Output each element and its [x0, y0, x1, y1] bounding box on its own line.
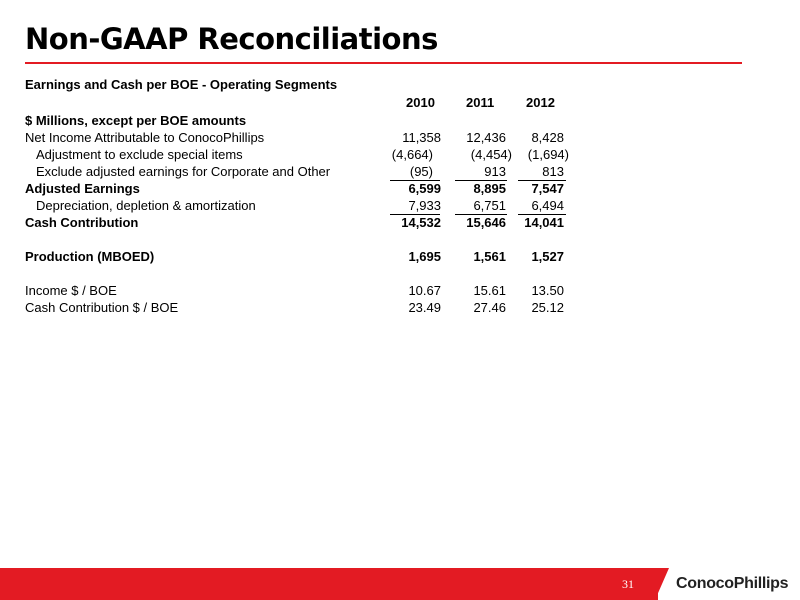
row-label: Exclude adjusted earnings for Corporate and Other — [36, 164, 331, 179]
table-row — [0, 181, 800, 198]
cell-2012: 813 — [542, 164, 564, 179]
table-row — [0, 164, 800, 181]
cell-2012: 6,494 — [531, 198, 564, 213]
footer-red-band — [0, 568, 658, 600]
table-row — [0, 249, 800, 266]
table-row — [0, 300, 800, 317]
table-row — [0, 130, 800, 147]
year-header: 2012 — [526, 95, 555, 110]
cell-2012: (1,694) — [527, 147, 569, 162]
company-logo: ConocoPhillips — [676, 575, 789, 592]
cell-2011: 1,561 — [473, 249, 506, 264]
row-label: Income $ / BOE — [25, 283, 117, 298]
cell-2010: (95) — [409, 164, 433, 179]
units-label: $ Millions, except per BOE amounts — [25, 113, 247, 128]
row-label: Net Income Attributable to ConocoPhillips — [25, 130, 265, 145]
cell-2010: 11,358 — [402, 130, 441, 145]
cell-2010: 7,933 — [408, 198, 441, 213]
year-header: 2011 — [466, 95, 495, 110]
row-label: Cash Contribution $ / BOE — [25, 300, 179, 315]
table-row — [0, 215, 800, 232]
cell-2010: (4,664) — [391, 147, 433, 162]
footer-wedge — [655, 568, 669, 600]
table-row — [0, 198, 800, 215]
cell-2011: 15,646 — [466, 215, 506, 230]
cell-2012: 7,547 — [531, 181, 564, 196]
page-title: Non-GAAP Reconciliations — [25, 22, 438, 56]
table-row — [0, 283, 800, 300]
cell-2011: 6,751 — [473, 198, 506, 213]
cell-2011: 913 — [484, 164, 506, 179]
cell-2010: 14,532 — [401, 215, 441, 230]
year-header-row — [0, 95, 800, 112]
cell-2010: 10.67 — [408, 283, 441, 298]
cell-2011: (4,454) — [470, 147, 512, 162]
cell-2011: 27.46 — [473, 300, 506, 315]
footer-bar — [0, 568, 800, 600]
row-label: Cash Contribution — [25, 215, 139, 230]
cell-2010: 1,695 — [408, 249, 441, 264]
cell-2011: 8,895 — [473, 181, 506, 196]
year-header: 2010 — [406, 95, 435, 110]
row-label: Adjusted Earnings — [25, 181, 140, 196]
title-divider — [25, 62, 742, 64]
cell-2012: 1,527 — [531, 249, 564, 264]
page-number: 31 — [622, 577, 634, 591]
cell-2010: 23.49 — [408, 300, 441, 315]
cell-2011: 12,436 — [466, 130, 506, 145]
cell-2012: 8,428 — [531, 130, 564, 145]
table-row — [0, 147, 800, 164]
cell-2011: 15.61 — [473, 283, 506, 298]
section-title: Earnings and Cash per BOE - Operating Segments — [25, 77, 338, 92]
row-label: Production (MBOED) — [25, 249, 155, 264]
cell-2012: 25.12 — [531, 300, 564, 315]
cell-2012: 13.50 — [531, 283, 564, 298]
cell-2010: 6,599 — [408, 181, 441, 196]
row-label: Depreciation, depletion & amortization — [36, 198, 256, 213]
row-label: Adjustment to exclude special items — [36, 147, 243, 162]
cell-2012: 14,041 — [524, 215, 564, 230]
